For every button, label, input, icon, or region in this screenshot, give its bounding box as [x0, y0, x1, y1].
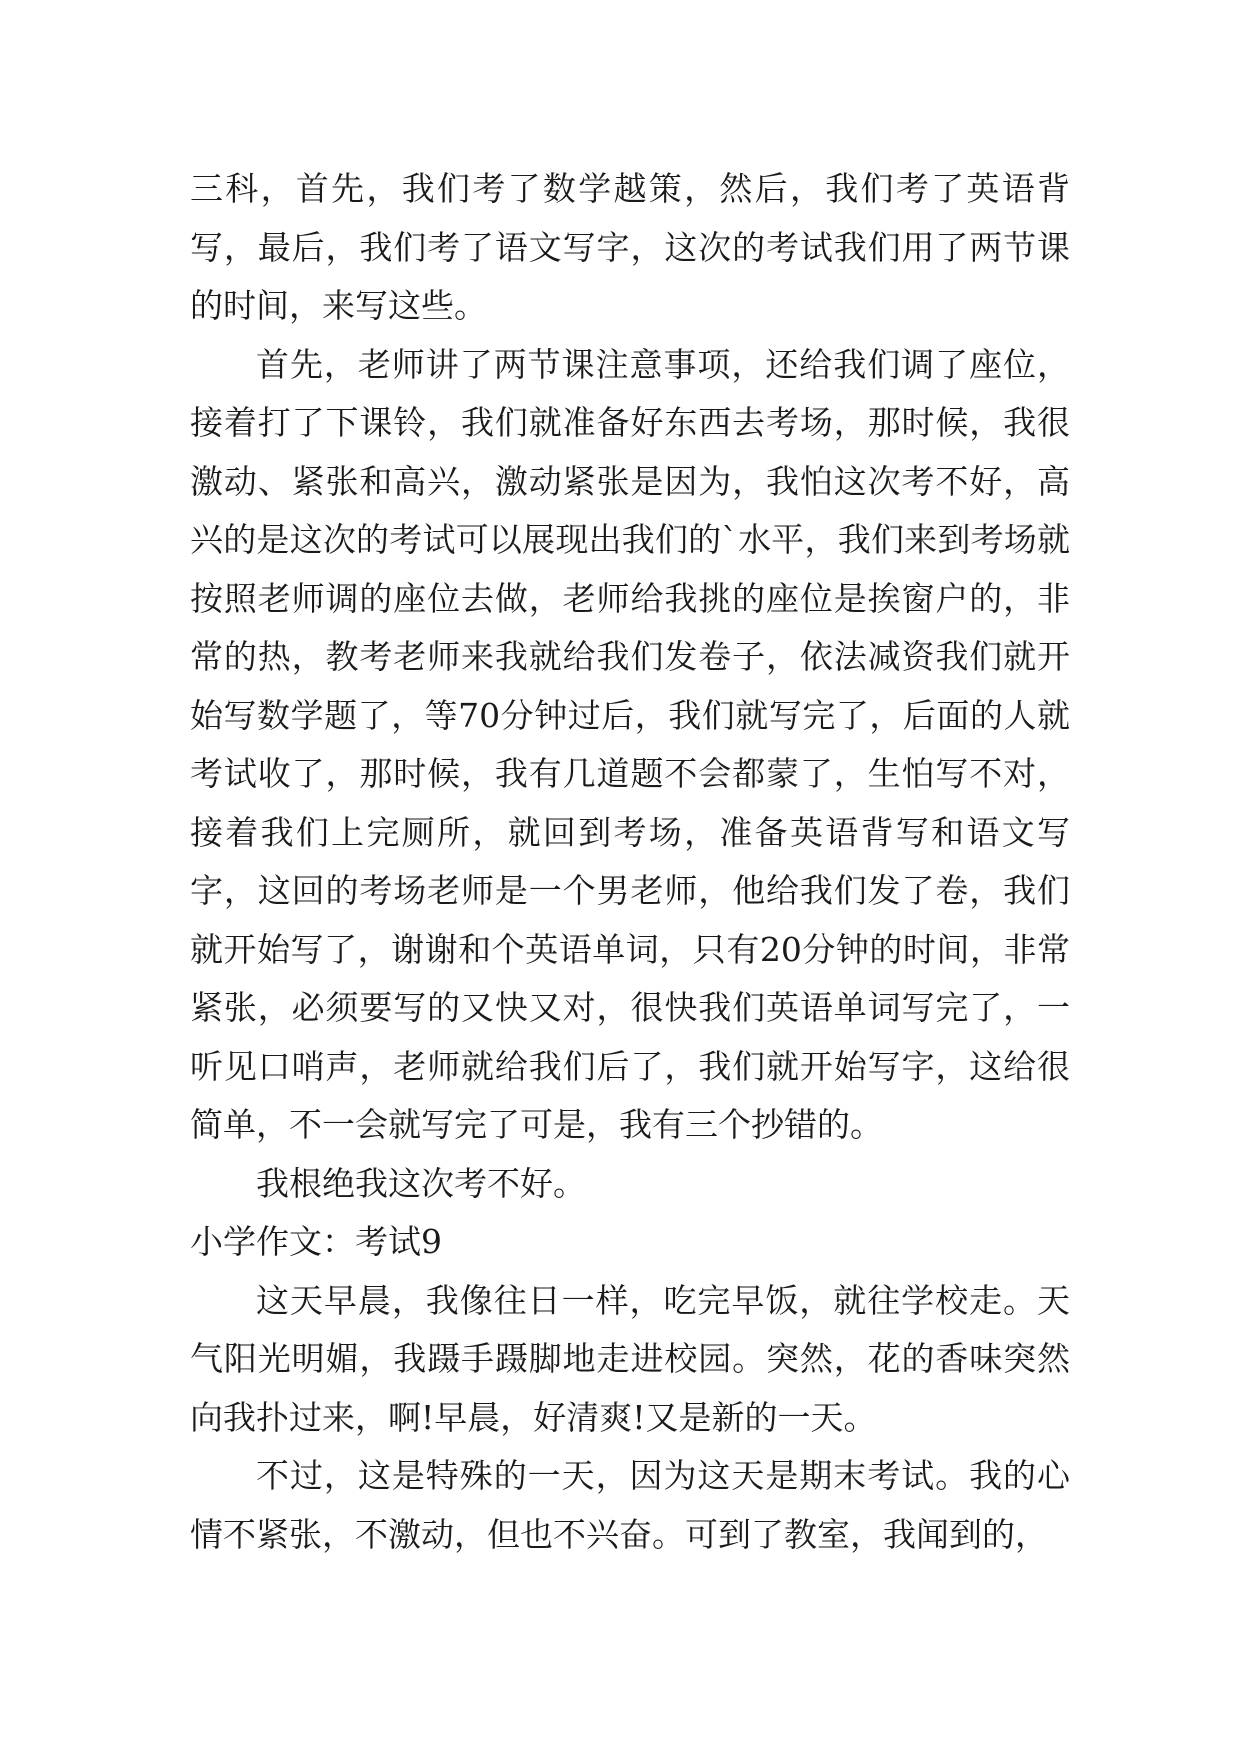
paragraph-1: 三科，首先，我们考了数学越策，然后，我们考了英语背写，最后，我们考了语文写字，这次的考试我们用了两节课的时间，来写这些。	[190, 169, 1070, 325]
document-page	[190, 160, 1070, 1564]
section-heading: 小学作文：考试9	[190, 1222, 442, 1261]
paragraph-2: 首先，老师讲了两节课注意事项，还给我们调了座位，接着打了下课铃，我们就准备好东西去考场，那时候，我很激动、紧张和高兴，激动紧张是因为，我怕这次考不好，高兴的是这次的考试可以展现出我们的`水平，我们来到考场就按照老师调的座位去做，老师给我挑的座位是挨窗户的，非常的热，教考老师来我就给我们发卷子，依法减资我们就开始写数学题了，等70分钟过后，我们就写完了，后面的人就考试收了，那时候，我有几道题不会都蒙了，生怕写不对，接着我们上完厕所，就回到考场，准备英语背写和语文写字，这回的考场老师是一个男老师，他给我们发了卷，我们就开始写了，谢谢和个英语单词，只有20分钟的时间，非常紧张，必须要写的又快又对，很快我们英语单词写完了，一听见口哨声，老师就给我们后了，我们就开始写字，这给很简单，不一会就写完了可是，我有三个抄错的。	[190, 344, 1070, 1144]
paragraph-3: 我根绝我这次考不好。	[256, 1163, 586, 1203]
paragraph-6: 不过，这是特殊的一天，因为这天是期末考试。我的心情不紧张，不激动，但也不兴奋。可到了教室，我闻到的，	[190, 1456, 1070, 1554]
paragraph-5: 这天早晨，我像往日一样，吃完早饭，就往学校走。天气阳光明媚，我蹑手蹑脚地走进校园。突然，花的香味突然向我扑过来，啊!早晨，好清爽!又是新的一天。	[190, 1280, 1070, 1437]
